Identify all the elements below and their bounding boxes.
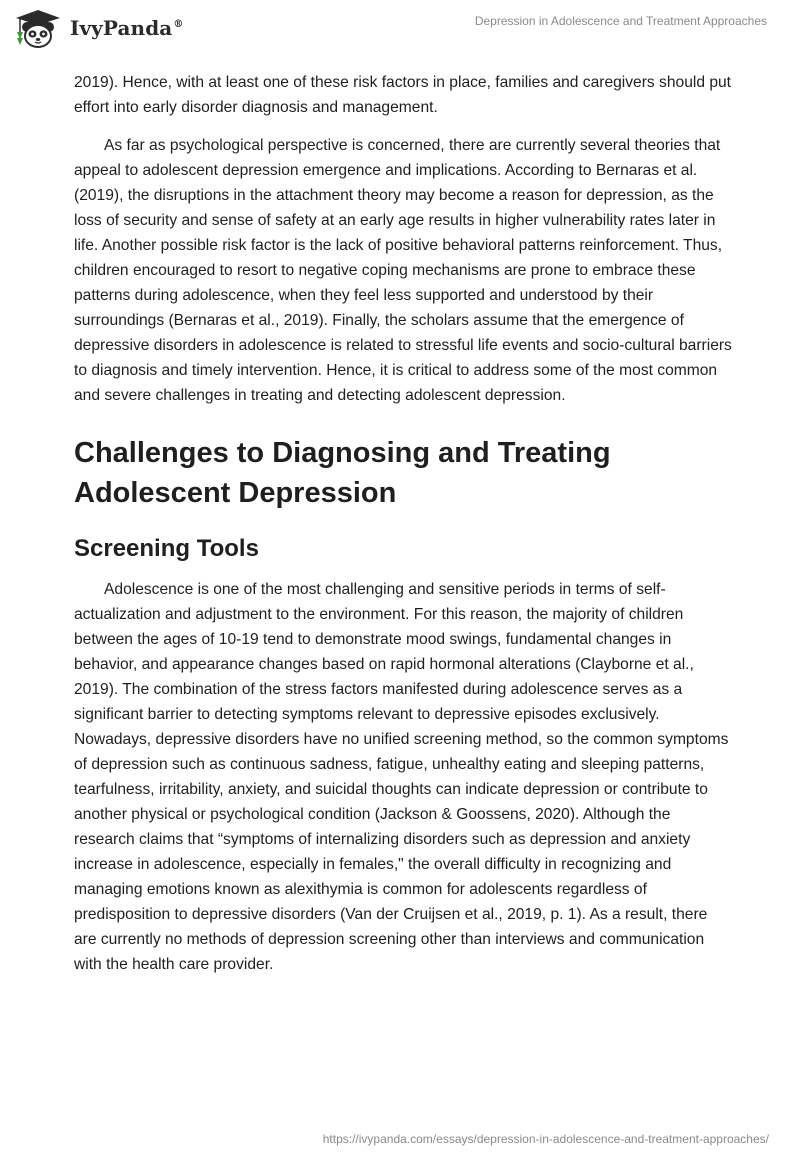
panda-graduate-icon [12, 8, 64, 50]
page-header [0, 0, 800, 60]
section-heading: Challenges to Diagnosing and Treating Adolescent Depression [74, 437, 611, 509]
paragraph-screening-tools: Adolescence is one of the most challenging and sensitive periods in terms of self-actualization and adjustment to the environment. For this reason, the majority of children between the ages of 10-19 tend to demonstrate mood swings, fundamental changes in behavior, and appearance changes based on rapid hormonal alterations (Clayborne et al., 2019). The combination of the stress factors manifested during adolescence serves as a significant barrier to detecting symptoms relevant to depressive episodes exclusively. Nowadays, depressive disorders have no unified screening method, so the common symptoms of depression such as continuous sadness, fatigue, unhealthy eating and sleeping patterns, tearfulness, irritability, anxiety, and suicidal thoughts can indicate depression or contribute to another physical or psychological condition (Jackson & Goossens, 2020). Although the research claims that “symptoms of internalizing disorders such as depression and anxiety increase in adolescence, especially in females," the overall difficulty in recognizing and managing emotions known as alexithymia is common for adolescents regardless of predisposition to depressive disorders (Van der Cruijsen et al., 2019, p. 1). As a result, there are currently no methods of depression screening other than interviews and communication with the health care provider. [74, 581, 729, 973]
brand-name: IvyPanda® [70, 16, 184, 40]
ivypanda-logo[interactable] [12, 8, 183, 50]
essay-content [74, 70, 734, 977]
subsection-heading: Screening Tools [74, 535, 259, 562]
paragraph-psychological-perspective: As far as psychological perspective is concerned, there are currently several theories that appeal to adolescent depression emergence and implications. According to Bernaras et al. (2019), the disruptions in the attachment theory may become a reason for depression, as the loss of security and sense of safety at an early age results in higher vulnerability rates later in life. Another possible risk factor is the lack of positive behavioral patterns reinforcement. Thus, children encouraged to resort to negative coping mechanisms are prone to embrace these patterns during adolescence, when they feel less supported and understood by their surroundings (Bernaras et al., 2019). Finally, the scholars assume that the emergence of depressive disorders in adolescence is related to stressful life events and socio-cultural barriers to diagnosis and timely intervention. Hence, it is critical to address some of the most common and severe challenges in treating and detecting adolescent depression. [74, 137, 732, 404]
document-title: Depression in Adolescence and Treatment Approaches [474, 14, 767, 28]
paragraph-continuation: 2019). Hence, with at least one of these risk factors in place, families and caregivers should put effort into early disorder diagnosis and management. [74, 74, 732, 116]
source-url[interactable]: https://ivypanda.com/essays/depression-in-adolescence-and-treatment-approaches/ [322, 1132, 769, 1146]
